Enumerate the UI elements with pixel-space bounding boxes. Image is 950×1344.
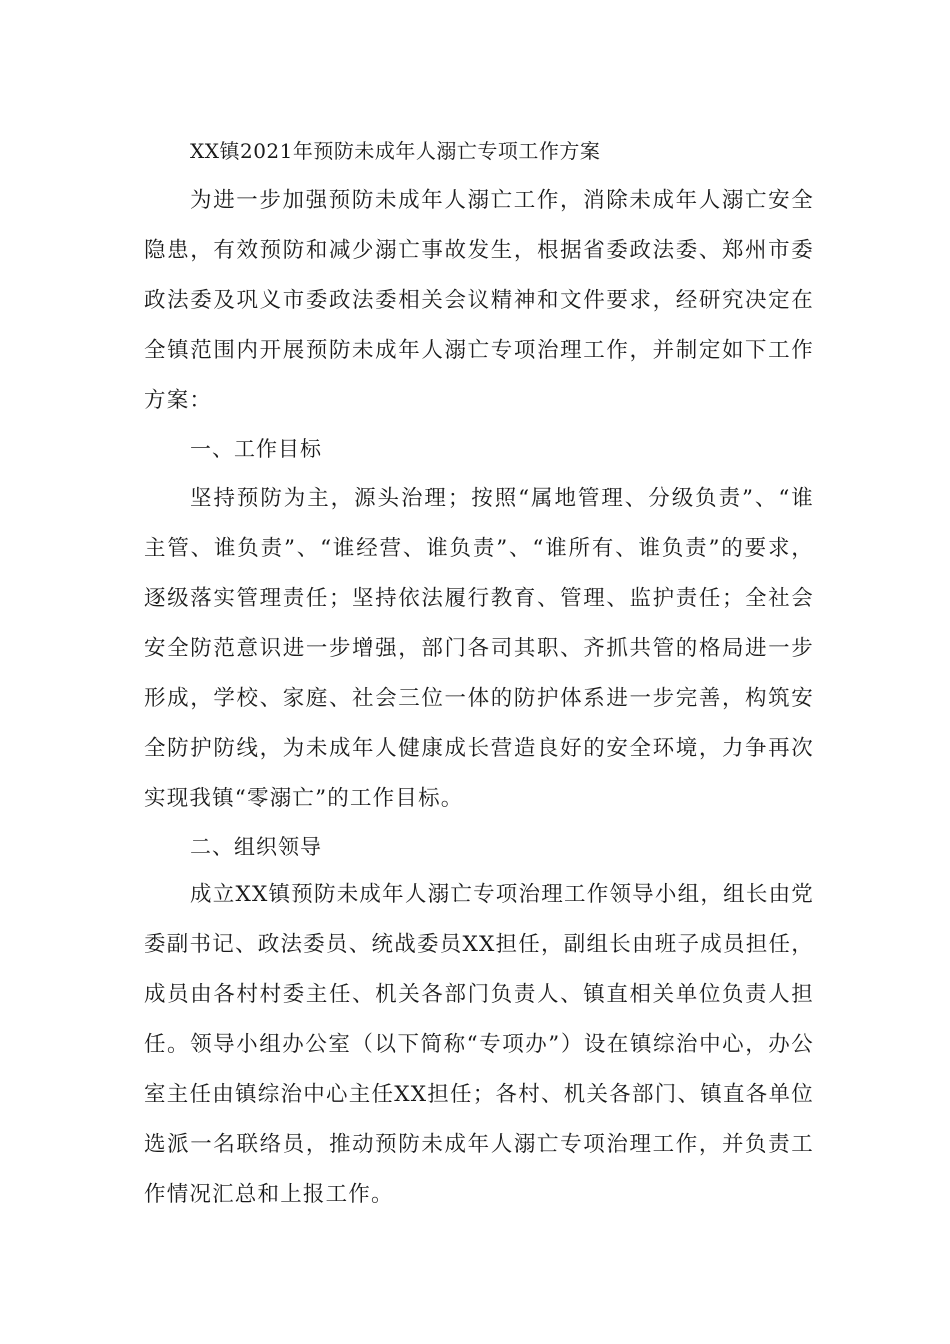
document-title: XX镇2021年预防未成年人溺亡专项工作方案 bbox=[190, 139, 601, 163]
section-heading-goals: 一、工作目标 bbox=[190, 437, 322, 461]
section-body-goals: 坚持预防为主，源头治理；按照“属地管理、分级负责”、“谁主管、谁负责”、“谁经营、谁负责”、“谁所有、谁负责”的要求，逐级落实管理责任；坚持依法履行教育、管理、监护责任；全社会安全防范意识进一步增强，部门各司其职、齐抓共管的格局进一步形成，学校、家庭、社会三位一体的防护体系进一步完善，构筑安全防护防线，为未成年人健康成长营造良好的安全环境，力争再次实现我镇“零溺亡”的工作目标。 bbox=[144, 486, 814, 811]
section-heading-leadership: 二、组织领导 bbox=[190, 835, 322, 859]
section-body-leadership: 成立XX镇预防未成年人溺亡专项治理工作领导小组，组长由党委副书记、政法委员、统战委员XX担任，副组长由班子成员担任，成员由各村村委主任、机关各部门负责人、镇直相关单位负责人担任。领导小组办公室（以下简称“专项办”）设在镇综治中心，办公室主任由镇综治中心主任XX担任；各村、机关各部门、镇直各单位选派一名联络员，推动预防未成年人溺亡专项治理工作，并负责工作情况汇总和上报工作。 bbox=[144, 882, 814, 1207]
intro-paragraph: 为进一步加强预防未成年人溺亡工作，消除未成年人溺亡安全隐患，有效预防和减少溺亡事故发生，根据省委政法委、郑州市委政法委及巩义市委政法委相关会议精神和文件要求，经研究决定在全镇范围内开展预防未成年人溺亡专项治理工作，并制定如下工作方案： bbox=[144, 188, 814, 413]
